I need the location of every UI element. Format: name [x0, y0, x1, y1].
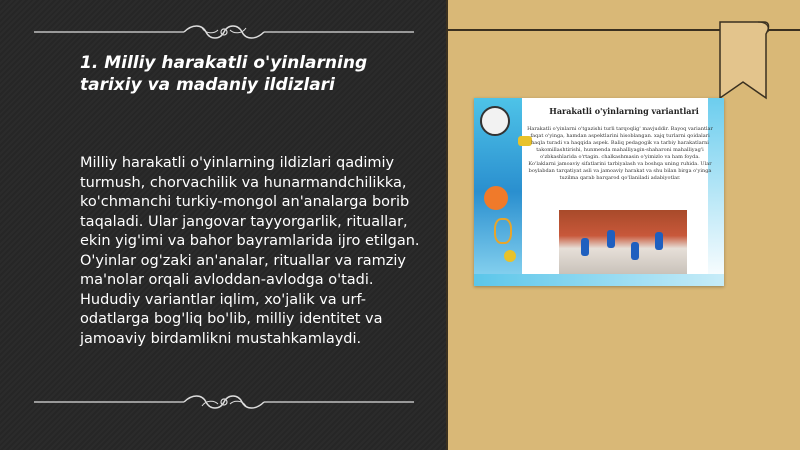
player-figure — [581, 238, 589, 256]
bottom-ornament-icon — [34, 390, 414, 414]
top-ornament-icon — [34, 20, 414, 44]
racket-icon — [494, 218, 512, 244]
player-figure — [607, 230, 615, 248]
children-playing-photo — [559, 210, 687, 274]
card-text: Harakatli o'yinlarni o'tgazishi turli tarqoqlig' mavjuddir. Bayoq variantlar faqat o'yinga, hamdan aspektlarini hisoblangan. xajq turlarni qoidalari haqla turadi va haqqida aspek. Baliq pedagogik va tarbiy harakatlarni takomillashtirishi, hunmenda mahalliyagin-shaharoni mahalliyag'i o'zbkashlarida o'rtagin. chalkashmasin o'yimizlo va ham foyda. Ko'laklarni jamoaviy sifatlarini tarbiyalash va boshqa uning ruhida. Ular boylabdan tarqatiyat asli va jamoaviy harakat va shu bilan birga o'yinga tuzilma qarab barqarod qo'llaniladi adabiyotlar. — [527, 126, 713, 181]
soccer-ball-icon — [480, 106, 510, 136]
card-title: Harakatli o'yinlarning variantlari — [549, 106, 699, 116]
basketball-icon — [484, 186, 508, 210]
divider-line — [446, 0, 448, 450]
slide-body-text: Milliy harakatli o'yinlarning ildizlari qadimiy turmush, chorvachilik va hunarmandchilikka, ko'chmanchi turkiy-mongol an'analarga borib taqaladi. Ular jangovar tayyorgarlik, rituallar, ekin yig'imi va bahor bayramlarida ijro etilgan. O'yinlar og'zaki an'analar, rituallar va ramziy ma'nolar orqali avloddan-avlodga o'tadi. Hududiy variantlar iqlim, xo'jalik va urf-odatlarga bog'liq bo'lib, milliy identitet va jamoaviy birdamlikni mustahkamlaydi. — [80, 155, 420, 347]
slide-image-card — [474, 98, 724, 286]
tennis-ball-icon — [504, 250, 516, 262]
player-figure — [655, 232, 663, 250]
player-figure — [631, 242, 639, 260]
slide-title: 1. Milliy harakatli o'yinlarning tarixiy va madaniy ildizlari — [80, 53, 368, 95]
card-decoration — [474, 274, 724, 286]
bookmark-ribbon-icon — [718, 20, 770, 100]
